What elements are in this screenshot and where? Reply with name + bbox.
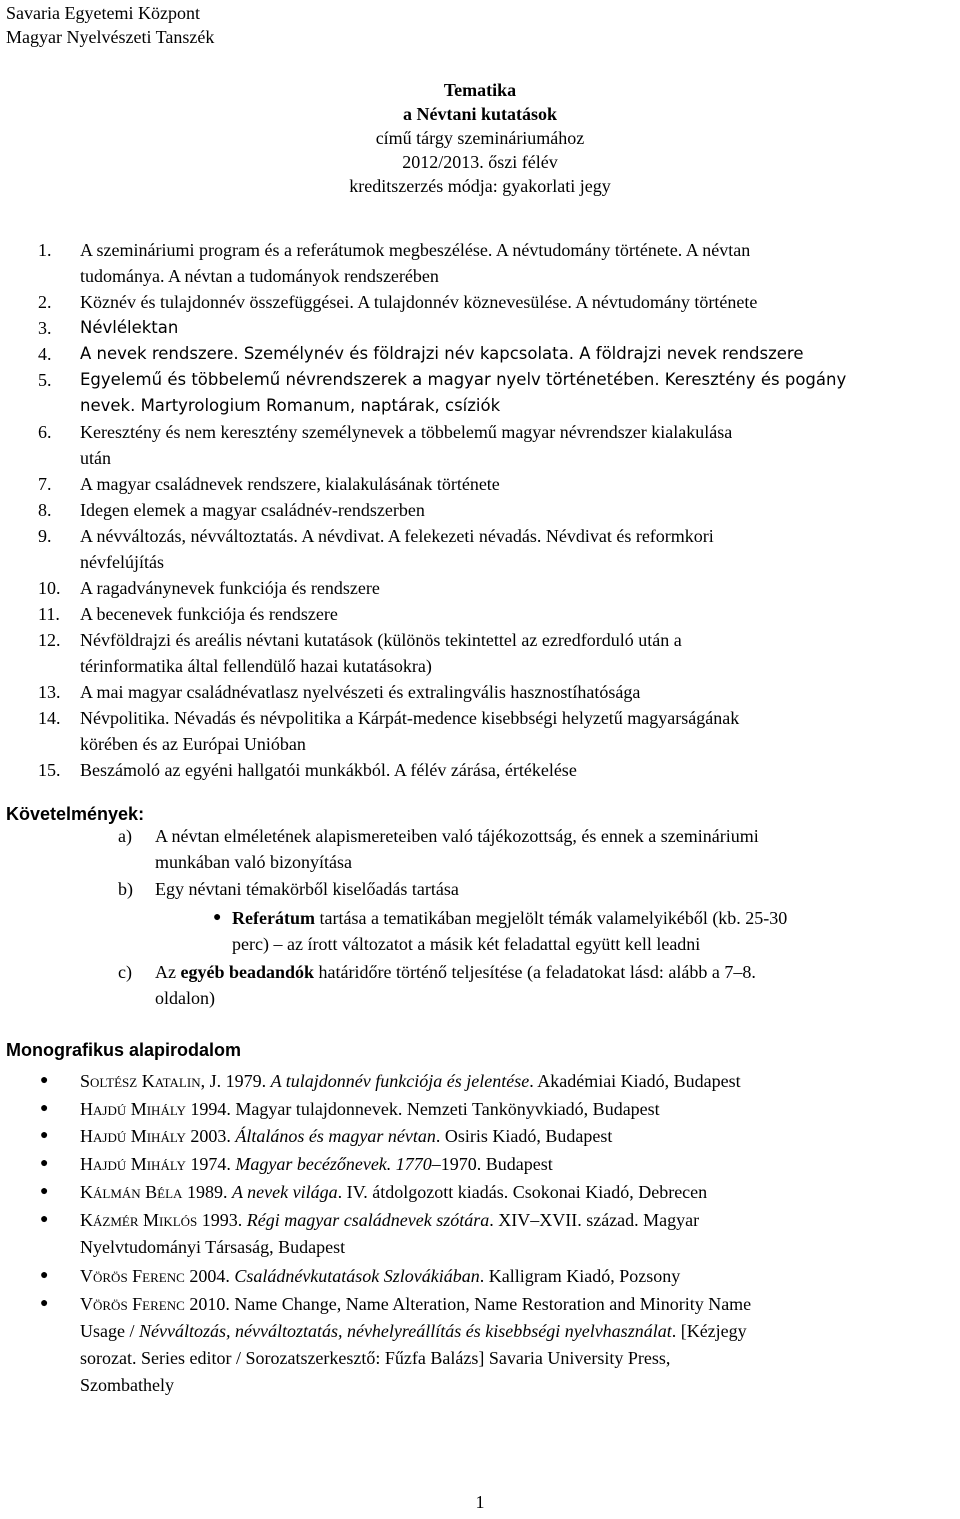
bullet-icon: ● [40, 1128, 49, 1143]
reference-year: 2010. [189, 1294, 230, 1314]
reference-year: 2004. [189, 1266, 230, 1286]
requirement-label: c) [118, 962, 132, 982]
topic-text: Keresztény és nem keresztény személynevek a többelemű magyar névrendszer kialakulása [80, 422, 733, 442]
bold-term: Referátum [232, 908, 315, 928]
topic-number: 8. [38, 500, 52, 520]
reference-item [80, 1263, 956, 1290]
reference-author: Vörös Ferenc [80, 1266, 185, 1286]
topic-text: Egyelemű és többelemű névrendszerek a magyar nyelv történetében. Keresztény és pogány [80, 370, 847, 389]
topic-number: 10. [38, 578, 61, 598]
reference-item [80, 1291, 956, 1399]
reference-title: Régi magyar családnevek szótára [246, 1210, 490, 1230]
topic-number: 14. [38, 708, 61, 728]
topic-number: 12. [38, 630, 61, 650]
topic-text: névfelújítás [80, 552, 164, 572]
requirement-text: Egy névtani témakörből kiselőadás tartása [155, 879, 459, 899]
topic-text: körében és az Európai Unióban [80, 734, 306, 754]
bullet-icon: ● [40, 1268, 49, 1283]
topic-number: 9. [38, 526, 52, 546]
bullet-text: tartása a tematikában megjelölt témák valamelyikéből (kb. 25-30 [319, 908, 788, 928]
reference-year: 1979. [225, 1071, 267, 1091]
bullet-icon: ● [40, 1101, 49, 1116]
reference-author: Soltész Katalin, J. [80, 1071, 222, 1091]
institution-name: Savaria Egyetemi Központ [6, 3, 200, 23]
institution-header [6, 1, 214, 49]
topic-text: Névpolitika. Névadás és névpolitika a Kárpát-medence kisebbségi helyzetű magyarságának [80, 708, 740, 728]
reference-author: Hajdú Mihály [80, 1154, 186, 1174]
topic-number: 1. [38, 240, 52, 260]
topic-number: 7. [38, 474, 52, 494]
topic-number: 2. [38, 292, 52, 312]
topic-text: nevek. Martyrologium Romanum, naptárak, csíziók [80, 396, 501, 415]
reference-text: –1970. Budapest [431, 1154, 553, 1174]
reference-year: 1994. [190, 1099, 231, 1119]
topic-number: 3. [38, 318, 52, 338]
reference-text: Szombathely [80, 1375, 174, 1395]
topic-number: 5. [38, 370, 52, 390]
reference-text: . Osiris Kiadó, Budapest [435, 1126, 613, 1146]
reference-author: Kálmán Béla [80, 1182, 183, 1202]
topic-text: után [80, 448, 111, 468]
reference-text: . XIV‒XVII. század. Magyar [489, 1210, 700, 1230]
requirement-label: a) [118, 826, 132, 846]
topic-text: A ragadványnevek funkciója és rendszere [80, 578, 380, 598]
topic-text: A magyar családnevek rendszere, kialakulásának története [80, 474, 500, 494]
topic-number: 13. [38, 682, 61, 702]
reference-title: Általános és magyar névtan [235, 1126, 436, 1146]
requirement-label: b) [118, 879, 133, 899]
literature-title: Monografikus alapirodalom [6, 1040, 242, 1060]
topic-text: A névváltozás, névváltoztatás. A névdivat. A felekezeti névadás. Névdivat és reformkori [80, 526, 714, 546]
department-name: Magyar Nyelvészeti Tanszék [6, 27, 215, 47]
reference-item [80, 1123, 956, 1150]
topic-number: 11. [38, 604, 60, 624]
course-desc: című tárgy szemináriumához [375, 128, 585, 148]
topic-text: Idegen elemek a magyar családnév-rendszerben [80, 500, 425, 520]
topic-text: Névlélektan [80, 318, 179, 337]
topic-text: térinformatika által fellendülő hazai kutatásokra) [80, 656, 432, 676]
reference-title: A tulajdonnév funkciója és jelentése [270, 1071, 530, 1091]
topic-text: Névföldrajzi és areális névtani kutatások (különös tekintettel az ezredforduló után a [80, 630, 682, 650]
requirement-text: oldalon) [155, 988, 215, 1008]
bullet-icon: ● [213, 910, 222, 925]
reference-text: . [Kézjegy [671, 1321, 747, 1341]
requirement-text: határidőre történő teljesítése (a feladatokat lásd: alább a 7–8. [318, 962, 756, 982]
course-name: a Névtani kutatások [402, 104, 558, 124]
reference-text: . Akadémiai Kiadó, Budapest [529, 1071, 741, 1091]
reference-item [80, 1151, 956, 1178]
title-block [0, 78, 960, 198]
reference-title: A nevek világa [231, 1182, 338, 1202]
bold-term: egyéb beadandók [180, 962, 315, 982]
reference-author: Hajdú Mihály [80, 1099, 186, 1119]
reference-year: 1993. [201, 1210, 243, 1230]
bullet-icon: ● [40, 1184, 49, 1199]
reference-text: sorozat. Series editor / Sorozatszerkesztő: Fűzfa Balázs] Savaria University Press, [80, 1348, 671, 1368]
topic-text: A becenevek funkciója és rendszere [80, 604, 338, 624]
credit-mode: kreditszerzés módja: gyakorlati jegy [349, 176, 611, 196]
reference-text: Magyar tulajdonnevek. Nemzeti Tankönyvkiadó, Budapest [235, 1099, 660, 1119]
page-number: 1 [475, 1492, 485, 1512]
requirement-text: munkában való bizonyítása [155, 852, 352, 872]
reference-year: 1989. [186, 1182, 228, 1202]
topic-text: A nevek rendszere. Személynév és földrajzi név kapcsolata. A földrajzi nevek rendszere [80, 344, 804, 363]
reference-item [80, 1207, 956, 1261]
bullet-icon: ● [40, 1156, 49, 1171]
bullet-text: perc) ‒ az írott változatot a másik két feladattal együtt kell leadni [232, 934, 701, 954]
reference-year: 2003. [190, 1126, 231, 1146]
topic-text: A szemináriumi program és a referátumok megbeszélése. A névtudomány története. A névtan [80, 240, 751, 260]
reference-item [80, 1179, 956, 1206]
topic-number: 15. [38, 760, 61, 780]
requirement-text: A névtan elméletének alapismereteiben való tájékozottság, és ennek a szemináriumi [155, 826, 759, 846]
topic-text: Köznév és tulajdonnév összefüggései. A tulajdonnév köznevesülése. A névtudomány története [80, 292, 758, 312]
topic-text: tudománya. A névtan a tudományok rendszerében [80, 266, 439, 286]
reference-title: Magyar becézőnevek. 1770 [235, 1154, 432, 1174]
reference-text: Name Change, Name Alteration, Name Restoration and Minority Name [234, 1294, 752, 1314]
requirement-text: Az [155, 962, 176, 982]
bullet-icon: ● [40, 1296, 49, 1311]
reference-title: Családnévkutatások Szlovákiában [234, 1266, 480, 1286]
reference-text: . IV. átdolgozott kiadás. Csokonai Kiadó, Debrecen [337, 1182, 708, 1202]
topic-text: Beszámoló az egyéni hallgatói munkákból. A félév zárása, értékelése [80, 760, 577, 780]
reference-text: Nyelvtudományi Társaság, Budapest [80, 1237, 346, 1257]
reference-title: Névváltozás, névváltoztatás, névhelyreállítás és kisebbségi nyelvhasználat [138, 1321, 672, 1341]
topic-number: 4. [38, 344, 52, 364]
reference-year: 1974. [190, 1154, 231, 1174]
semester: 2012/2013. őszi félév [402, 152, 558, 172]
reference-item [80, 1096, 956, 1123]
reference-author: Vörös Ferenc [80, 1294, 185, 1314]
reference-text: . Kalligram Kiadó, Pozsony [479, 1266, 681, 1286]
topic-number: 6. [38, 422, 52, 442]
reference-item [80, 1068, 956, 1095]
doc-title: Tematika [443, 80, 517, 100]
bullet-icon: ● [40, 1212, 49, 1227]
reference-author: Kázmér Miklós [80, 1210, 198, 1230]
requirements-title: Követelmények: [6, 804, 145, 824]
reference-text: Usage / [80, 1321, 139, 1341]
topic-text: A mai magyar családnévatlasz nyelvészeti és extralingvális hasznostíhatósága [80, 682, 641, 702]
reference-author: Hajdú Mihály [80, 1126, 186, 1146]
bullet-icon: ● [40, 1073, 49, 1088]
